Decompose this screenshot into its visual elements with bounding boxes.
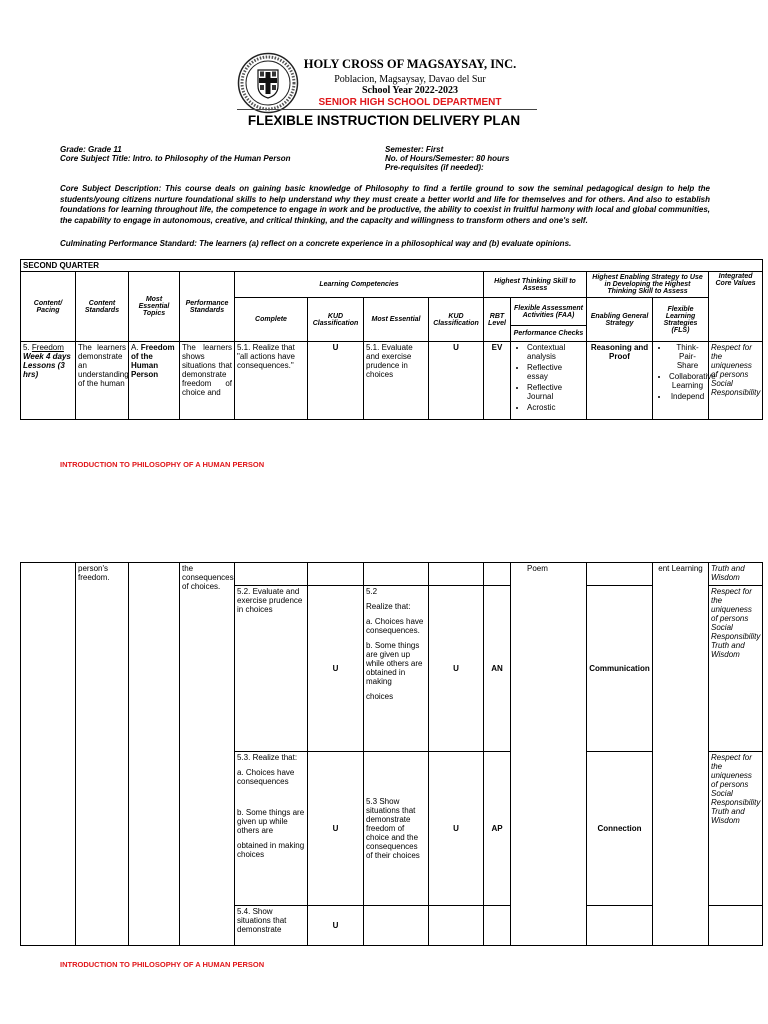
page-footer-label-2: INTRODUCTION TO PHILOSOPHY OF A HUMAN PERSON xyxy=(60,960,265,969)
kud-1-cell: U xyxy=(308,342,364,420)
course-description: Core Subject Description: This course deals on gaining basic knowledge of Philosophy to find a fertile ground to sow the seminal pedagogical design to help the students/young citizens nurture foundational skills to help understand why they must create a better world and life for themselves and for others. And also to establish foundations for learning throughout life, the competence to engage in work and be productive, the ability to coexist in fruitful harmony with local and global communities, the capability to engage in autonomous, creative, and critical thinking, and the capacity and willingness to transform others and one's self. xyxy=(60,184,710,225)
header-fls: Flexible Learning Strategies (FLS) xyxy=(653,298,709,342)
rbt-5-4 xyxy=(484,906,511,946)
complete-cell: 5.1. Realize that "all actions have consequences." xyxy=(235,342,308,420)
fls-item: • Think-Pair-Share xyxy=(669,343,706,370)
prereq-info: Pre-requisites (if needed): xyxy=(385,163,484,172)
header-divider xyxy=(237,109,537,110)
rbt-cont-top xyxy=(484,563,511,586)
plan-table-quarter-2 xyxy=(20,259,763,420)
hours-info: No. of Hours/Semester: 80 hours xyxy=(385,154,510,163)
rbt-5-3: AP xyxy=(484,752,511,906)
header-performance-checks: Performance Checks xyxy=(511,326,587,342)
fls-item: • Independ xyxy=(669,392,706,401)
complete-5-3 xyxy=(235,752,308,906)
kud-2-cell: U xyxy=(429,342,484,420)
core-values-5-3: Respect for the uniqueness of persons Social Responsibility Truth and Wisdom xyxy=(709,752,763,906)
core-values-5-2: Respect for the uniqueness of persons Social Responsibility Truth and Wisdom xyxy=(709,586,763,752)
school-seal-logo xyxy=(237,52,299,114)
performance-standards-cont: the consequences of choices. xyxy=(180,563,235,946)
school-address: Poblacion, Magsaysay, Davao del Sur xyxy=(334,74,486,85)
me-5-2-b: b. Some things are given up while others are obtained in making xyxy=(366,641,423,686)
header-essential-topics: Most Essential Topics xyxy=(129,272,180,342)
kud-1-5-3: U xyxy=(308,752,364,906)
header-kud-1: KUD Classification xyxy=(308,298,364,342)
topic-prefix: A. xyxy=(131,343,139,352)
content-standards-cont: person's freedom. xyxy=(76,563,129,946)
page-footer-label: INTRODUCTION TO PHILOSOPHY OF A HUMAN PERSON xyxy=(60,460,265,469)
core-values-cont-top: Truth and Wisdom xyxy=(709,563,763,586)
faa-cell xyxy=(511,342,587,420)
header-highest-thinking-skill: Highest Thinking Skill to Assess xyxy=(484,272,587,298)
most-essential-5-3: 5.3 Show situations that demonstrate freedom of choice and the consequences of their choices xyxy=(364,752,429,906)
header-content-standards: Content Standards xyxy=(76,272,129,342)
pacing-link[interactable]: Freedom xyxy=(31,343,64,352)
header-faa: Flexible Assessment Activities (FAA) xyxy=(511,298,587,326)
core-values-5-4 xyxy=(709,906,763,946)
school-name: HOLY CROSS OF MAGSAYSAY, INC. xyxy=(303,57,517,71)
header-complete: Complete xyxy=(235,298,308,342)
core-values-cell: Respect for the uniqueness of persons Social Responsibility xyxy=(709,342,763,420)
header-most-essential: Most Essential xyxy=(364,298,429,342)
enabling-5-2: Communication xyxy=(587,586,653,752)
document-title: FLEXIBLE INSTRUCTION DELIVERY PLAN xyxy=(247,113,521,128)
performance-standards-cell: The learners shows situations that demonstrate freedom of choice and xyxy=(180,342,235,420)
header-enabling-strategy: Enabling General Strategy xyxy=(587,298,653,342)
content-standards-cell: The learners demonstrate an understanding of the human xyxy=(76,342,129,420)
c-5-3-c: obtained in making choices xyxy=(237,841,305,859)
header-rbt-level: RBT Level xyxy=(484,298,511,342)
pacing-detail: Week 4 days Lessons (3 hrs) xyxy=(23,352,71,379)
subject-info: Core Subject Title: Intro. to Philosophy of the Human Person xyxy=(60,154,291,163)
essential-topic-cell xyxy=(129,342,180,420)
me-5-2-lead: Realize that: xyxy=(366,602,411,611)
enabling-strategy-cell: Reasoning and Proof xyxy=(587,342,653,420)
pacing-cell xyxy=(21,342,76,420)
faa-item: • Reflective essay xyxy=(527,363,584,381)
faa-item: • Acrostic xyxy=(527,403,584,412)
me-5-2-a: a. Choices have consequences. xyxy=(366,617,424,635)
c-5-3-a: a. Choices have consequences xyxy=(237,768,295,786)
department-name: SENIOR HIGH SCHOOL DEPARTMENT xyxy=(318,97,502,108)
kud-1-5-4: U xyxy=(308,906,364,946)
complete-cont-top xyxy=(235,563,308,586)
header-highest-enabling-strategy: Highest Enabling Strategy to Use in Developing the Highest Thinking Skill to Assess xyxy=(587,272,709,298)
enabling-cont-top xyxy=(587,563,653,586)
most-essential-cell: 5.1. Evaluate and exercise prudence in choices xyxy=(364,342,429,420)
pacing-number: 5. xyxy=(23,343,30,352)
c-5-3-lead: 5.3. Realize that: xyxy=(237,753,298,762)
complete-5-4: 5.4. Show situations that demonstrate xyxy=(235,906,308,946)
kud-2-5-3: U xyxy=(429,752,484,906)
kud-1-cont-top xyxy=(308,563,364,586)
faa-item: • Contextual analysis xyxy=(527,343,584,361)
most-essential-cont-top xyxy=(364,563,429,586)
kud-2-cont-top xyxy=(429,563,484,586)
header-content-pacing: Content/ Pacing xyxy=(21,272,76,342)
semester-info: Semester: First xyxy=(385,145,444,154)
rbt-5-2: AN xyxy=(484,586,511,752)
complete-5-2: 5.2. Evaluate and exercise prudence in choices xyxy=(235,586,308,752)
most-essential-5-4 xyxy=(364,906,429,946)
faa-cont: Poem xyxy=(511,563,587,946)
school-year: School Year 2022-2023 xyxy=(361,85,459,96)
fls-cont: ent Learning xyxy=(653,563,709,946)
grade-info: Grade: Grade 11 xyxy=(60,145,122,154)
plan-table-continuation xyxy=(20,562,763,946)
essential-topic-cont xyxy=(129,563,180,946)
culminating-standard: Culminating Performance Standard: The learners (a) reflect on a concrete experience in a philosophical way and (b) evaluate opinions. xyxy=(60,239,572,248)
kud-2-5-2: U xyxy=(429,586,484,752)
me-5-2-num: 5.2 xyxy=(366,587,378,596)
fls-cell xyxy=(653,342,716,420)
enabling-5-3: Connection xyxy=(587,752,653,906)
rbt-level-cell: EV xyxy=(484,342,511,420)
header-performance-standards: Performance Standards xyxy=(180,272,235,342)
quarter-label: SECOND QUARTER xyxy=(21,260,763,272)
header-core-values: Integrated Core Values xyxy=(709,272,763,342)
faa-item: • Reflective Journal xyxy=(527,383,584,401)
fls-item: • Collaborative Learning xyxy=(669,372,706,390)
header-kud-2: KUD Classification xyxy=(429,298,484,342)
topic-title: Freedom of the Human Person xyxy=(131,343,175,379)
me-5-2-c: choices xyxy=(366,692,394,701)
enabling-5-4 xyxy=(587,906,653,946)
kud-2-5-4 xyxy=(429,906,484,946)
kud-1-5-2: U xyxy=(308,586,364,752)
header-learning-competencies: Learning Competencies xyxy=(235,272,484,298)
pacing-cell-cont xyxy=(21,563,76,946)
c-5-3-b: b. Some things are given up while others are xyxy=(237,808,305,835)
most-essential-5-2 xyxy=(364,586,429,752)
